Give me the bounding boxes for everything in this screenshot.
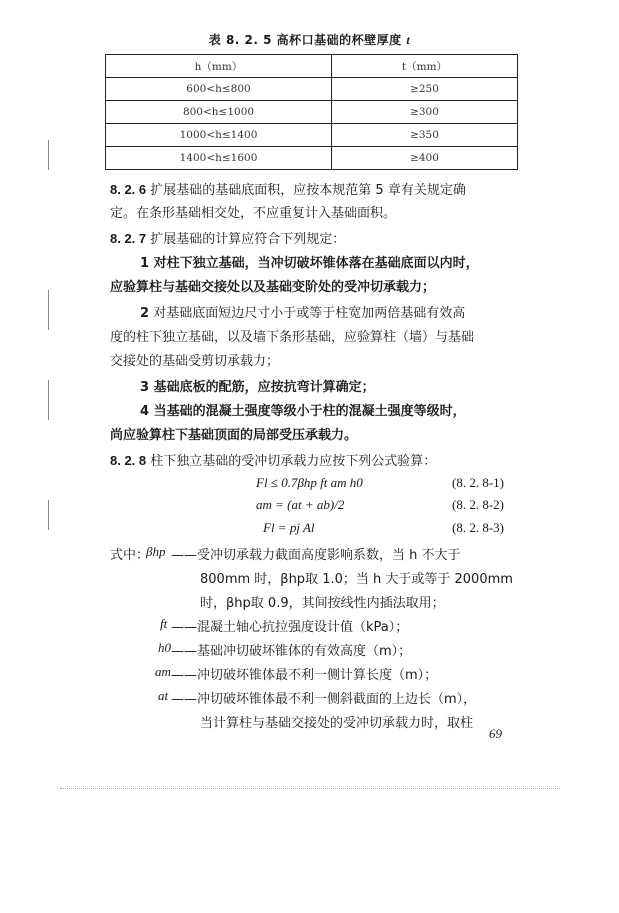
cell-h: 1000<h≤1400 [106, 124, 332, 147]
table-row [106, 101, 518, 124]
clause-827-intro [110, 227, 522, 251]
clause-827-item1-line2: 应验算柱与基础交接处以及基础变阶处的受冲切承载力； [110, 280, 436, 295]
table-row [106, 147, 518, 170]
cell-t: ≥400 [332, 147, 518, 170]
table-header-row [106, 55, 518, 78]
clause-827-item1-line1 [140, 252, 522, 275]
formula-1: Fl ≤ 0.7βhp ft am h0 [256, 475, 363, 490]
clause-827-item2-line1 [140, 302, 522, 325]
symbol-h0: h0 [158, 640, 171, 655]
clause-827-item4-line2: 尚应验算柱下基础顶面的局部受压承载力。 [110, 428, 358, 443]
clause-827-item2-line2: 度的柱下独立基础，以及墙下条形基础，应验算柱（墙）与基础 [110, 330, 475, 345]
item-number: 3 [140, 380, 150, 395]
clause-827-item4-line1 [140, 400, 522, 423]
desc-beta-hp-2: 800mm 时，βhp取 1.0；当 h 大于或等于 2000mm [200, 572, 513, 587]
formula-1-number: (8. 2. 8-1) [452, 475, 504, 490]
item-number: 4 [140, 404, 150, 419]
table-caption-var: t [406, 33, 411, 47]
desc-h0: ——基础冲切破坏锥体的有效高度（m）； [171, 644, 412, 659]
clause-827-number: 8. 2. 7 [110, 231, 147, 246]
table-row [106, 78, 518, 101]
desc-at-2: 当计算柱与基础交接处的受冲切承载力时，取柱 [200, 716, 474, 731]
page-number: 69 [489, 726, 502, 741]
table-caption [0, 31, 619, 48]
scan-bottom-artifact [60, 788, 560, 791]
cell-t: ≥250 [332, 78, 518, 101]
item1-text1: 对柱下独立基础，当冲切破坏锥体落在基础底面以内时， [153, 256, 479, 271]
item2-text1: 对基础底面短边尺寸小于或等于柱宽加两倍基础有效高 [153, 306, 466, 321]
symbol-ft: ft [160, 616, 168, 631]
desc-ft: ——混凝土轴心抗拉强度设计值（kPa）； [171, 620, 409, 635]
clause-826-text1: 扩展基础的基础底面积，应按本规范第 5 章有关规定确 [150, 183, 466, 198]
item-number: 1 [140, 256, 150, 271]
header-t: t（mm） [332, 55, 518, 78]
desc-beta-hp-3: 时，βhp取 0.9，其间按线性内插法取用； [200, 596, 445, 611]
scan-margin-marks [48, 100, 50, 600]
clause-828-intro-text: 柱下独立基础的受冲切承载力应按下列公式验算： [150, 454, 437, 469]
formula-3: Fl = pj Al [263, 520, 315, 535]
clause-826-line1 [110, 178, 522, 202]
clause-827-intro-text: 扩展基础的计算应符合下列规定： [150, 232, 346, 247]
clause-828-intro [110, 449, 522, 473]
clause-828-number: 8. 2. 8 [110, 453, 147, 468]
symbol-at: at [158, 688, 169, 703]
cell-t: ≥300 [332, 101, 518, 124]
cell-h: 600<h≤800 [106, 78, 332, 101]
formula-2-number: (8. 2. 8-2) [452, 497, 504, 512]
formula-2: am = (at + ab)/2 [256, 497, 345, 512]
desc-am: ——冲切破坏锥体最不利一侧计算长度（m）； [171, 668, 438, 683]
desc-beta-hp-1: ——受冲切承载力截面高度影响系数，当 h 不大于 [171, 548, 461, 563]
symbol-am: am [155, 664, 171, 679]
cell-h: 1400<h≤1600 [106, 147, 332, 170]
item3-text: 基础底板的配筋，应按抗弯计算确定； [153, 380, 375, 395]
clause-827-item2-line3: 交接处的基础受剪切承载力； [110, 354, 280, 369]
clause-826-line2: 定。在条形基础相交处，不应重复计入基础面积。 [110, 206, 397, 221]
clause-826-number: 8. 2. 6 [110, 182, 147, 197]
desc-at-1: ——冲切破坏锥体最不利一侧斜截面的上边长（m）， [171, 692, 477, 707]
symbol-beta-hp: βhp [146, 544, 166, 559]
item4-text1: 当基础的混凝土强度等级小于柱的混凝土强度等级时， [153, 404, 466, 419]
table-caption-text: 表 8. 2. 5 高杯口基础的杯壁厚度 [208, 33, 402, 47]
header-h: h（mm） [106, 55, 332, 78]
cell-t: ≥350 [332, 124, 518, 147]
item-number: 2 [140, 306, 150, 321]
formula-3-number: (8. 2. 8-3) [452, 520, 504, 535]
clause-827-item3 [140, 376, 552, 399]
cell-h: 800<h≤1000 [106, 101, 332, 124]
table-row [106, 124, 518, 147]
where-lead: 式中： [110, 548, 150, 563]
wall-thickness-table [105, 54, 518, 170]
